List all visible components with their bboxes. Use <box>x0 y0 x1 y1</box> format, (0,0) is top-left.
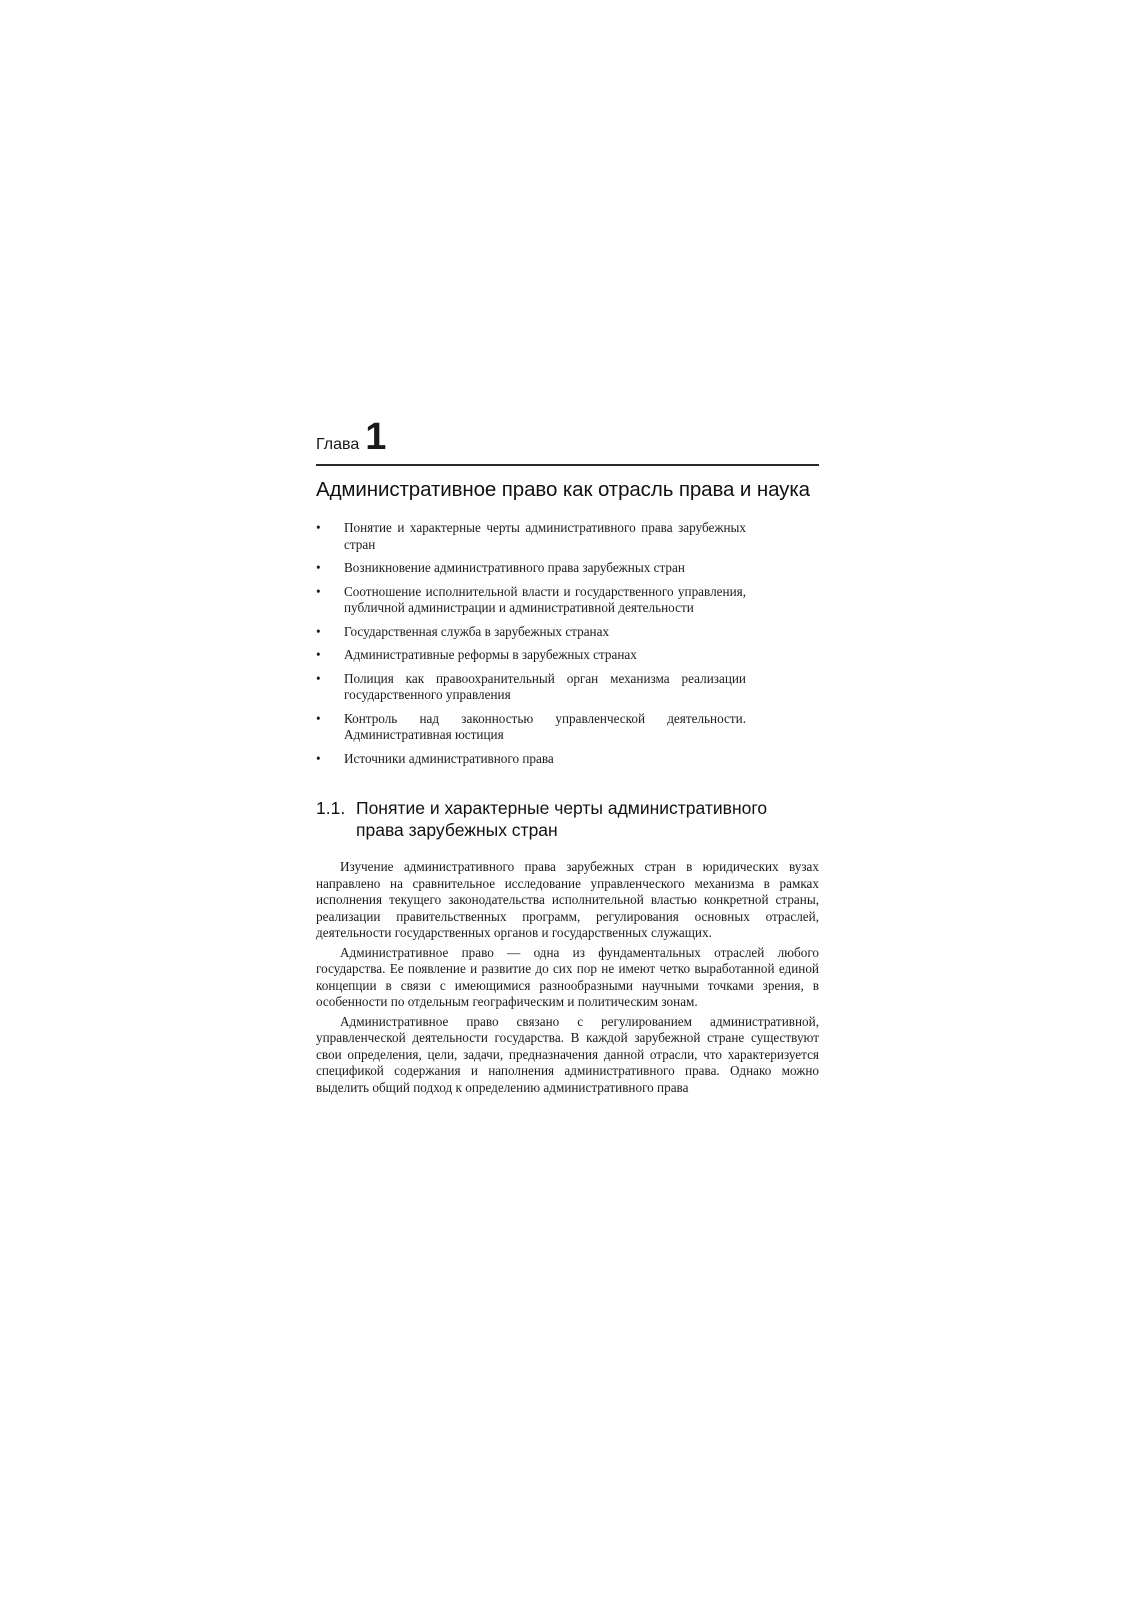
chapter-title: Административное право как отрасль права и наука <box>316 478 810 501</box>
bullet-icon: • <box>316 623 321 639</box>
list-item <box>316 751 746 768</box>
section-title: Понятие и характерные черты административного права зарубежных стран <box>356 798 768 840</box>
list-item <box>316 671 746 704</box>
paragraph: Изучение административного права зарубежных стран в юридических вузах направлено на сравнительное исследование управленческого механизма в рамках исполнения текущего законодательства исполнительной властью конкретной страны, реализации правительственных программ, регулирования основных отраслей, деятельности государственных органов и государственных служащих. <box>316 859 819 940</box>
list-item <box>316 584 746 617</box>
body-text <box>316 859 819 1096</box>
topic-text: Источники административного права <box>344 750 554 766</box>
bullet-icon: • <box>316 560 321 575</box>
section-heading <box>316 797 819 841</box>
bullet-icon: • <box>316 520 321 535</box>
bullet-icon: • <box>316 647 321 662</box>
bullet-icon: • <box>316 750 321 766</box>
chapter-topics-list <box>316 520 819 767</box>
book-page <box>316 418 819 1099</box>
topic-text: Административные реформы в зарубежных странах <box>344 647 637 662</box>
bullet-icon: • <box>316 583 321 599</box>
topic-text: Контроль над законностью управленческой деятельности. Административная юстиция <box>344 710 746 742</box>
chapter-word: Глава <box>316 436 360 453</box>
list-item <box>316 624 746 641</box>
topic-text: Понятие и характерные черты административного права зарубежных стран <box>344 520 746 552</box>
topic-text: Соотношение исполнительной власти и государственного управления, публичной администрации и административной деятельности <box>344 583 746 615</box>
bullet-icon: • <box>316 670 321 686</box>
list-item <box>316 560 746 577</box>
chapter-divider <box>316 464 819 466</box>
paragraph: Административное право — одна из фундаментальных отраслей любого государства. Ее появление и развитие до сих пор не имеют четко выработанной единой концепции в связи с имеющимися разнообразными научными точками зрения, в особенности по отдельным географическим и политическим зонам. <box>316 944 819 1009</box>
chapter-number: 1 <box>365 416 387 458</box>
paragraph: Административное право связано с регулированием административной, управленческой деятельности государства. В каждой зарубежной стране существуют свои определения, цели, задачи, предназначения данной отрасли, что характеризуется спецификой содержания и наполнения административного права. Однако можно выделить общий подход к определению административного права <box>316 1013 819 1095</box>
bullet-icon: • <box>316 710 321 726</box>
topic-text: Государственная служба в зарубежных странах <box>344 623 610 639</box>
list-item <box>316 647 746 664</box>
list-item <box>316 711 746 744</box>
chapter-label <box>316 418 819 462</box>
section-number: 1.1. <box>316 798 346 818</box>
topic-text: Полиция как правоохранительный орган механизма реализации государственного управления <box>344 670 746 702</box>
topic-text: Возникновение административного права зарубежных стран <box>344 560 685 575</box>
list-item <box>316 520 746 553</box>
